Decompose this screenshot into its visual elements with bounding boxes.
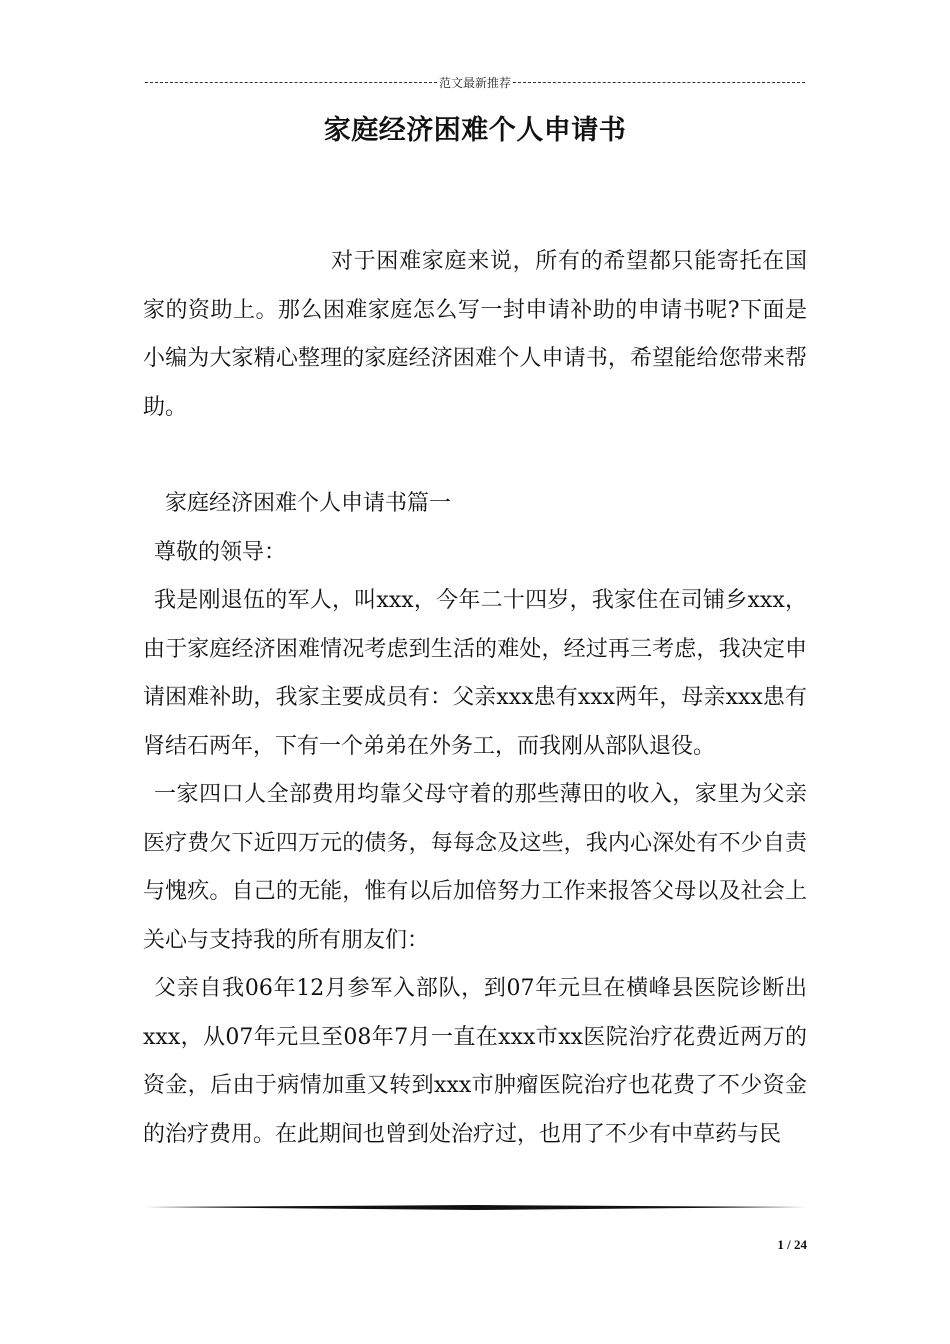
header-rule-left: [145, 82, 437, 83]
header-rule-right: [513, 82, 805, 83]
body-paragraph: 父亲自我06年12月参军入部队，到07年元旦在横峰县医院诊断出xxx，从07年元旦至08年7月一直在xxx市xx医院治疗花费近两万的资金，后由于病情加重又转到xxx市肿瘤医院治疗也花费了不少资金的治疗费用。在此期间也曾到处治疗过，也用了不少有中草药与民: [143, 976, 807, 1147]
footer-rule: [145, 1205, 807, 1210]
body-paragraph: 我是刚退伍的军人，叫xxx，今年二十四岁，我家住在司铺乡xxx，由于家庭经济困难情况考虑到生活的难处，经过再三考虑，我决定申请困难补助，我家主要成员有：父亲xxx患有xxx两年，母亲xxx患有肾结石两年，下有一个弟弟在外务工，而我刚从部队退役。: [143, 588, 807, 759]
body-paragraph: 一家四口人全部费用均靠父母守着的那些薄田的收入，家里为父亲医疗费欠下近四万元的债务，每每念及这些，我内心深处有不少自责与愧疚。自己的无能，惟有以后加倍努力工作来报答父母以及社会上关心与支持我的所有朋友们：: [143, 782, 807, 953]
document-body: [143, 238, 807, 1159]
page-header: [145, 72, 805, 92]
document-title: 家庭经济困难个人申请书: [323, 115, 627, 146]
intro-paragraph: 对于困难家庭来说，所有的希望都只能寄托在国家的资助上。那么困难家庭怎么写一封申请补助的申请书呢?下面是小编为大家精心整理的家庭经济困难个人申请书，希望能给您带来帮助。: [143, 249, 807, 420]
page-number: 1 / 24: [777, 1237, 807, 1252]
section-heading: 家庭经济困难个人申请书篇一: [165, 491, 452, 516]
header-label: 范文最新推荐: [439, 75, 512, 90]
salutation: 尊敬的领导：: [154, 539, 287, 565]
